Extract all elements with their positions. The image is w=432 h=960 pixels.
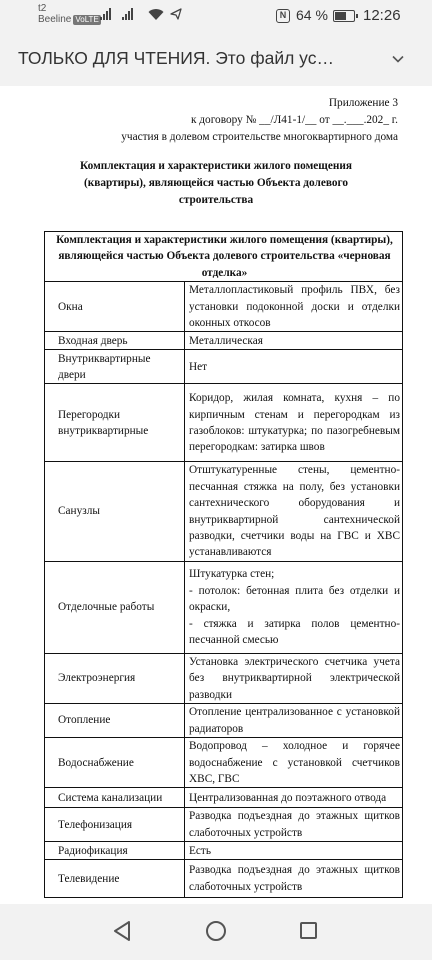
appendix-line-2: к договору № __/Л41-1/__ от __.___.202_ г. [190, 114, 398, 126]
row-value: Металлическая [185, 332, 403, 350]
row-value: Централизованная до поэтажного отвода [185, 788, 403, 808]
table-row [45, 738, 403, 788]
document-title [40, 158, 392, 209]
table-row [45, 282, 403, 332]
row-value: Есть [185, 842, 403, 860]
chevron-down-icon[interactable] [392, 53, 404, 65]
status-bar [0, 0, 432, 34]
specification-table [44, 231, 403, 898]
nfc-icon: N [276, 9, 290, 23]
navigation-bar [0, 904, 432, 960]
signal-4g-icon [122, 8, 133, 20]
row-value: Нет [185, 350, 403, 384]
carrier-name-2: Beeline [38, 14, 72, 25]
row-label: Окна [45, 282, 185, 332]
row-value: Установка электрического счетчика учета без внутриквартирной электрической разводки [185, 653, 403, 703]
row-value: Отопление централизованное с установкой радиаторов [185, 704, 403, 738]
read-only-banner[interactable] [0, 34, 432, 86]
table-header: Комплектация и характеристики жилого помещения (квартиры), являющейся частью Объекта долевого строительства «черновая отделка» [45, 232, 403, 282]
row-label: Санузлы [45, 462, 185, 561]
carrier-info [38, 3, 101, 25]
row-value: Металлопластиковый профиль ПВХ, без установки подоконной доски и отделки оконных откосов [185, 282, 403, 332]
volte-badge: VoLTE [75, 15, 99, 24]
table-row [45, 860, 403, 898]
appendix-line-1: Приложение 3 [328, 97, 398, 109]
row-value: Водопровод – холодное и горячее водоснабжение с установкой счетчиков ХВС, ГВС [185, 738, 403, 788]
row-label: Перегородки внутриквартирные [45, 384, 185, 462]
row-value: Штукатурка стен; - потолок: бетонная плита без отделки и окраски, - стяжка и затирка полов цементно-песчанной смесью [185, 561, 403, 653]
document-title-line-2: (квартиры), являющейся частью Объекта долевого [83, 177, 349, 189]
table-row [45, 808, 403, 842]
row-value: Разводка подъездная до этажных щитков слаботочных устройств [185, 808, 403, 842]
back-icon[interactable] [112, 920, 132, 942]
recent-apps-icon[interactable] [300, 922, 317, 939]
row-value: Отштукатуренные стены, цементно-песчанная стяжка на полу, без установки сантехнического оборудования и внутриквартирной сантехнической разводки, счетчики воды на ГВС и ХВС устанавливаются [185, 462, 403, 561]
table-row [45, 653, 403, 703]
row-label: Телефонизация [45, 808, 185, 842]
row-value: Разводка подъездная до этажных щитков слаботочных устройств [185, 860, 403, 898]
table-row [45, 561, 403, 653]
row-label: Водоснабжение [45, 738, 185, 788]
table-row [45, 704, 403, 738]
clock: 12:26 [363, 7, 401, 24]
carrier-name-1: t2 [38, 3, 47, 14]
read-only-text: ТОЛЬКО ДЛЯ ЧТЕНИЯ. Это файл ус… [18, 48, 334, 68]
table-header-row [45, 232, 403, 282]
battery-icon [333, 10, 355, 22]
signal-icon [100, 8, 111, 20]
table-row [45, 462, 403, 561]
document-title-line-1: Комплектация и характеристики жилого помещения [80, 160, 352, 172]
row-label: Отопление [45, 704, 185, 738]
table-row [45, 788, 403, 808]
table-row [45, 332, 403, 350]
home-icon[interactable] [206, 921, 226, 941]
battery-percent: 64 % [296, 7, 328, 23]
row-label: Система канализации [45, 788, 185, 808]
row-label: Электроэнергия [45, 653, 185, 703]
row-label: Радиофикация [45, 842, 185, 860]
row-label: Телевидение [45, 860, 185, 898]
appendix-line-3: участия в долевом строительстве многоквартирного дома [121, 131, 398, 143]
table-row [45, 384, 403, 462]
row-label: Входная дверь [45, 332, 185, 350]
row-value: Коридор, жилая комната, кухня – по кирпичным стенам и перегородкам из газоблоков: штукатурка; по пазогребневым перегородкам: затирка швов [185, 384, 403, 462]
row-label: Отделочные работы [45, 561, 185, 653]
table-row [45, 350, 403, 384]
table-row [45, 842, 403, 860]
document-title-line-3: строительства [178, 194, 254, 206]
wifi-icon [148, 9, 164, 20]
row-label: Внутриквартирные двери [45, 350, 185, 384]
document-page [0, 86, 432, 904]
telegram-icon [170, 8, 182, 20]
